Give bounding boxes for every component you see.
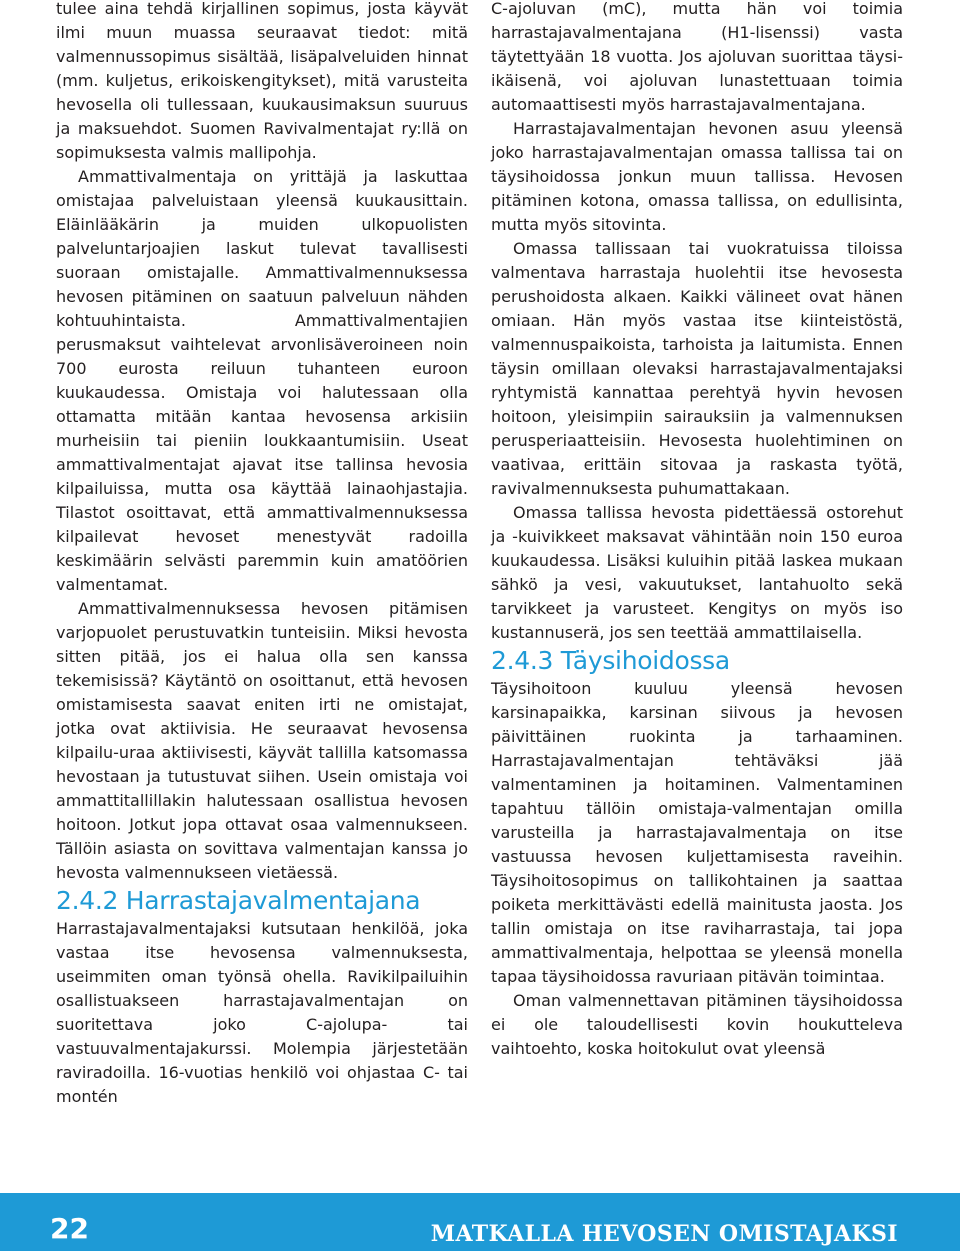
publication-title: MATKALLA HEVOSEN OMISTAJAKSI xyxy=(430,1221,898,1247)
body-paragraph: Harrastajavalmentajan hevonen asuu yleensä joko harrastajavalmentajan omassa tallissa tai on täysihoidossa jonkun muun tallissa. Hevosen pitäminen kotona, omassa tallissa, on edullisinta, mutta myös sitovinta. xyxy=(491,119,903,234)
body-paragraph: Omassa tallissa hevosta pidettäessä ostorehut ja -kuivikkeet maksavat vähintään noin 150 euroa kuukaudessa. Lisäksi kuluihin pitää laskea mukaan sähkö ja vesi, vakuutukset, lantahuolto sekä tarvikkeet ja varusteet. Kengitys on myös iso kustannuserä, jos sen teettää ammattilaisella. xyxy=(491,503,903,642)
body-paragraph: Omassa tallissaan tai vuokratuissa tiloissa valmentava harrastaja huolehtii itse hevosesta perushoidosta alkaen. Kaikki välineet ovat hänen omiaan. Hän myös vastaa itse kiinteistöstä, valmennuspaikoista, tarhoista ja laitumista. Ennen täysin omillaan olevaksi harrastajavalmentajaksi ryhtymistä kannattaa perehtyä hyvin hevosen hoitoon, yleisimpiin sairauksiin ja valmennuksen perusperiaatteisiin. Hevosesta huolehtiminen on vaativaa, erittäin sitovaa ja raskasta työtä, ravivalmennuksesta puhumattakaan. xyxy=(491,239,903,498)
body-paragraph: tulee aina tehdä kirjallinen sopimus, josta käyvät ilmi muun muassa seuraavat tiedot: mitä valmennussopimus sisältää, lisäpalveluiden hinnat (mm. kuljetus, erikoiskengitykset), mitä varusteita hevosella oli tullessaan, kuukausimaksun suuruus ja maksuehdot. Suomen Ravivalmentajat ry:llä on sopimuksesta valmis mallipohja. xyxy=(56,0,468,162)
body-paragraph: Täysihoitoon kuuluu yleensä hevosen karsinapaikka, karsinan siivous ja hevosen päivittäinen ruokinta ja tarhaaminen. Harrastajavalmentajan tehtäväksi jää valmentaminen ja hoitaminen. Valmentaminen tapahtuu tällöin omistaja-valmentajan omilla varusteilla ja harrastajavalmentaja on itse vastuussa hevosen kuljettamisesta raveihin. Täysihoitosopimus on tallikohtainen ja saattaa poiketa merkittävästi edellä mainitusta jaosta. Jos tallin omistaja on itse raviharrastaja, tai jopa ammattivalmentaja, helpottaa se yleensä monella tapaa täysihoidossa ravuriaan pitävän toimintaa. xyxy=(491,679,903,986)
body-paragraph: C-ajoluvan (mC), mutta hän voi toimia harrastajavalmentajana (H1-lisenssi) vasta täytettyään 18 vuotta. Jos ajoluvan suorittaa täysi-ikäisenä, voi ajoluvan lunastettuaan toimia automaattisesti myös harrastajavalmentajana. xyxy=(491,0,903,114)
right-column xyxy=(491,0,903,1061)
body-paragraph: Ammattivalmennuksessa hevosen pitämisen varjopuolet perustuvatkin tunteisiin. Miksi hevosta sitten pitää, jos ei halua olla sen kanssa tekemisissä? Käytäntö on osoittanut, että hevosen omistamisesta saavat eniten irti ne omistajat, jotka ovat aktiivisia. He seuraavat hevosensa kilpailu-uraa aktiivisesti, käyvät tallilla katsomassa hevostaan ja tutustuvat siihen. Usein omistaja voi ammattitallillakin halutessaan osallistua hevosen hoitoon. Jotkut jopa ottavat osaa valmennukseen. Tällöin asiasta on sovittava valmentajan kanssa jo hevosta valmennukseen vietäessä. xyxy=(56,599,468,882)
page-number: 22 xyxy=(50,1212,89,1245)
section-heading: 2.4.2 Harrastajavalmentajana xyxy=(56,886,421,915)
left-column xyxy=(56,0,468,1109)
body-paragraph: Oman valmennettavan pitäminen täysihoidossa ei ole taloudellisesti kovin houkutteleva vaihtoehto, koska hoitokulut ovat yleensä xyxy=(491,991,903,1058)
body-paragraph: Ammattivalmentaja on yrittäjä ja laskuttaa omistajaa palveluistaan yleensä kuukausittain. Eläinlääkärin ja muiden ulkopuolisten palveluntarjoajien laskut tulevat tavallisesti suoraan omistajalle. Ammattivalmennuksessa hevosen pitäminen on saatuun palveluun nähden kohtuuhintaista. Ammattivalmentajien perusmaksut vaihtelevat arvonlisäveroineen noin 700 eurosta reiluun tuhanteen euroon kuukaudessa. Omistaja voi halutessaan olla ottamatta mitään kantaa hevosensa arkisiin murheisiin tai pieniin loukkaantumisiin. Useat ammattivalmentajat ajavat itse tallinsa hevosia kilpailuissa, mutta osa käyttää lainaohjastajia. Tilastot osoittavat, että ammattivalmennuksessa kilpailevat hevoset menestyvät radoilla keskimäärin selvästi paremmin kuin amatöörien valmentamat. xyxy=(56,167,468,594)
body-paragraph: Harrastajavalmentajaksi kutsutaan henkilöä, joka vastaa itse hevosensa valmennuksesta, useimmiten oman työnsä ohella. Ravikilpailuihin osallistuakseen harrastajavalmentajan on suoritettava joko C-ajolupa- tai vastuuvalmentajakurssi. Molempia järjestetään raviradoilla. 16-vuotias henkilö voi ohjastaa C- tai montén xyxy=(56,919,468,1106)
section-heading: 2.4.3 Täysihoidossa xyxy=(491,646,730,675)
